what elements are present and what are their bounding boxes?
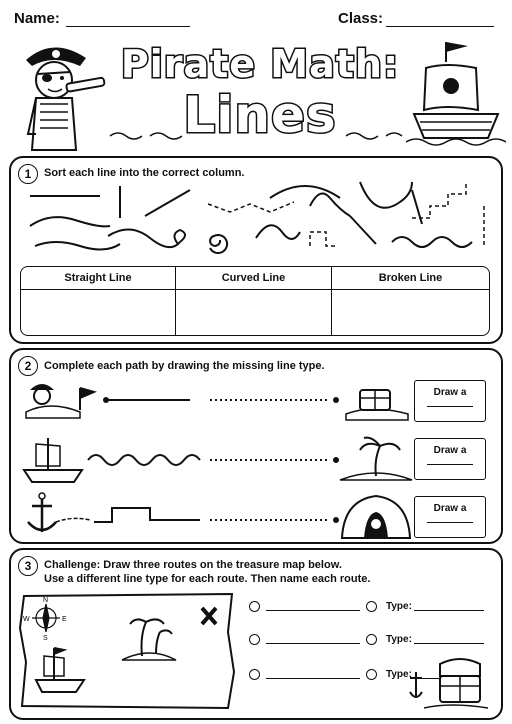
column-header: Straight Line (21, 267, 175, 290)
section-3-instruction-2: Use a different line type for each route. Then name each route. (44, 573, 371, 585)
broken-zigzag-line (208, 202, 294, 212)
route-1-type-field[interactable] (414, 610, 484, 611)
route-3-type-marker (366, 669, 377, 680)
compass-n: N (43, 597, 49, 604)
draw-label: Draw a (433, 503, 467, 514)
worksheet-title: Pirate Math: (120, 42, 400, 86)
route-2-type-label: Type: (386, 634, 412, 645)
class-label: Class: (338, 10, 384, 27)
pirate-ship-illustration (406, 38, 506, 148)
anchor-icon (28, 493, 56, 532)
pirate-flag-icon (26, 384, 94, 418)
column-header: Broken Line (332, 267, 489, 290)
treasure-chest-icon (346, 390, 408, 420)
treasure-chest-anchor-illustration (410, 658, 494, 710)
straight-line-2 (412, 190, 422, 224)
curved-wave-line (30, 217, 110, 226)
challenge-label: Challenge: (44, 559, 101, 571)
route-3-marker (249, 669, 260, 680)
route-2-name-field[interactable] (266, 643, 360, 644)
route-1-type-marker (366, 601, 377, 612)
section-3-instruction (44, 559, 342, 571)
route-1-type-label: Type: (386, 601, 412, 612)
section-2-instruction: Complete each path by drawing the missing line type. (44, 360, 325, 372)
section-1-instruction: Sort each line into the correct column. (44, 167, 245, 179)
route-3-type-label: Type: (386, 669, 412, 680)
section-1-number: 1 (18, 164, 38, 184)
ship-icon (24, 438, 82, 482)
broken-step-line (412, 182, 466, 218)
column-broken-line[interactable] (332, 267, 489, 335)
sorting-table (20, 266, 490, 336)
section-2-number: 2 (18, 356, 38, 376)
draw-box-3[interactable] (414, 496, 486, 538)
name-label: Name: (14, 10, 60, 27)
instruction-line-1: Draw three routes on the treasure map below. (103, 559, 342, 571)
column-header: Curved Line (176, 267, 331, 290)
compass-e: E (62, 616, 67, 623)
curved-s-line (310, 194, 350, 217)
column-straight-line[interactable] (21, 267, 176, 335)
straight-diagonal-line (145, 190, 190, 216)
draw-label: Draw a (433, 387, 467, 398)
broken-square-line (310, 232, 338, 246)
column-curved-line[interactable] (176, 267, 332, 335)
name-field[interactable] (66, 26, 190, 27)
draw-box-2[interactable] (414, 438, 486, 480)
curved-wave-line-2 (35, 242, 120, 250)
pirate-boy-illustration (8, 34, 108, 154)
skull-cave-icon (342, 496, 410, 538)
compass-s: S (43, 635, 48, 642)
route-2-marker (249, 634, 260, 645)
route-2-type-field[interactable] (414, 643, 484, 644)
straight-diagonal-line-2 (350, 216, 376, 244)
draw-box-1[interactable] (414, 380, 486, 422)
route-3-name-field[interactable] (266, 678, 360, 679)
line-samples (20, 176, 500, 256)
curved-u-line (360, 182, 412, 208)
route-1-marker (249, 601, 260, 612)
section-3-number: 3 (18, 556, 38, 576)
treasure-map[interactable] (18, 592, 238, 710)
route-2-type-marker (366, 634, 377, 645)
spiral-line (210, 235, 227, 253)
route-1-name-field[interactable] (266, 610, 360, 611)
draw-label: Draw a (433, 445, 467, 456)
curved-bump-line (256, 225, 300, 239)
curved-wave-line-3 (392, 237, 472, 247)
worksheet-subtitle: Lines (183, 86, 337, 144)
palm-island-icon (340, 438, 412, 480)
compass-w: W (23, 616, 30, 623)
waves-decoration (110, 128, 410, 142)
class-field[interactable] (386, 26, 494, 27)
